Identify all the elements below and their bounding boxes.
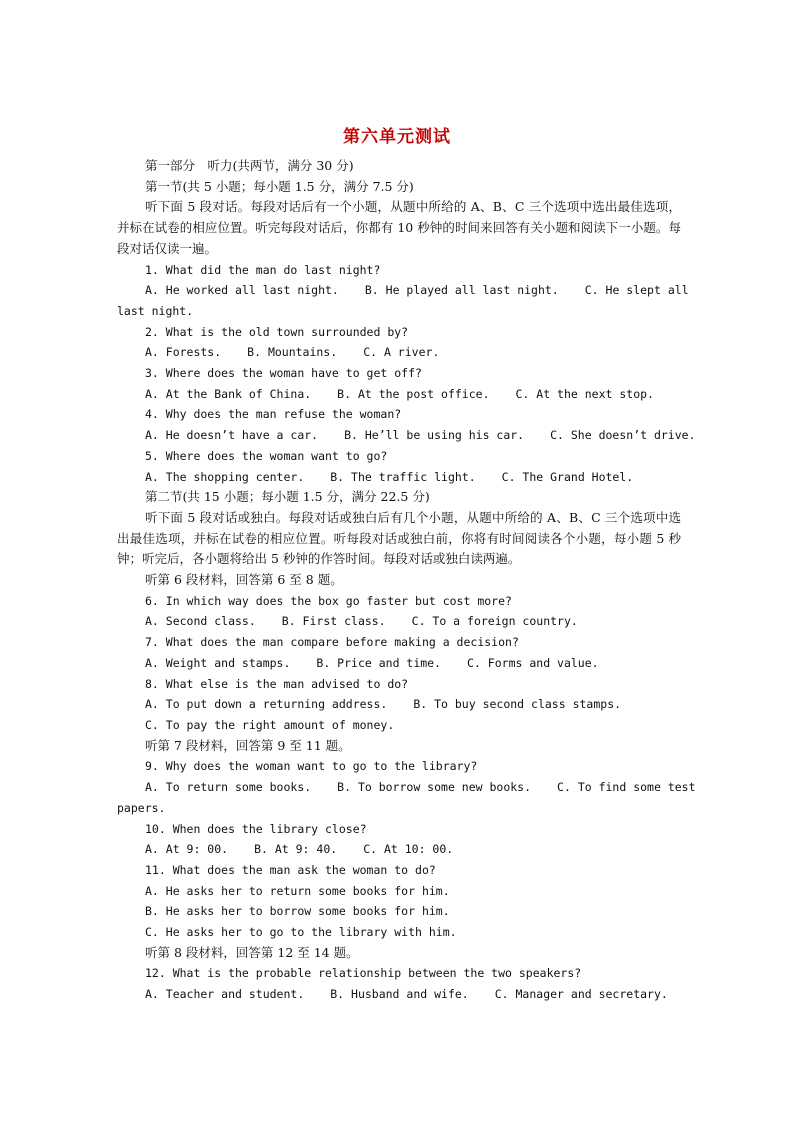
option-b: B. At 9: 40. (254, 842, 338, 857)
material-heading: 听第 7 段材料，回答第 9 至 11 题。 (145, 737, 351, 753)
question-stem: 7. What does the man compare before making a decision? (145, 635, 519, 650)
option-c: C. Forms and value. (467, 655, 599, 670)
option-c: C. At the next stop. (515, 386, 654, 401)
answer-options (117, 839, 681, 860)
material-heading: 听第 6 段材料，回答第 6 至 8 题。 (145, 572, 343, 588)
answer-options (117, 984, 681, 1005)
option-a: A. Teacher and student. (145, 987, 305, 1002)
answer-options (117, 342, 681, 363)
instructions: 听下面 5 段对话。每段对话后有一个小题，从题中所给的 A、B、C 三个选项中选出最佳选项，并标在试卷的相应位置。听完每段对话后，你都有 10 秒钟的时间来回答有关小题和阅读下一小题。每段对话仅读一遍。 (117, 199, 681, 256)
option-continuation: papers. (117, 800, 166, 815)
option-c: C. A river. (363, 345, 440, 360)
option-b: B. At the post office. (337, 386, 490, 401)
section-heading: 第二节(共 15 小题；每小题 1.5 分，满分 22.5 分) (145, 489, 430, 505)
option-c: C. He asks her to go to the library with him. (145, 925, 457, 940)
option-b: B. Mountains. (247, 345, 338, 360)
option-a: A. He asks her to return some books for him. (145, 883, 450, 898)
question-stem: 10. When does the library close? (145, 821, 367, 836)
instructions: 听下面 5 段对话或独白。每段对话或独白后有几个小题，从题中所给的 A、B、C 三个选项中选出最佳选项，并标在试卷的相应位置。听每段对话或独白前，你将有时间阅读各个小题，每小题 5 秒钟；听完后，各小题将给出 5 秒钟的作答时间。每段对话或独白读两遍。 (117, 509, 681, 567)
material-heading: 听第 8 段材料，回答第 12 至 14 题。 (145, 944, 359, 960)
option-c: C. She doesn’t drive. (550, 428, 696, 443)
option-continuation: last night. (117, 303, 194, 318)
question-stem: 3. Where does the woman have to get off? (145, 366, 422, 381)
option-c: C. To find some test (557, 780, 696, 795)
exam-body (117, 156, 696, 1005)
question-stem: 12. What is the probable relationship between the two speakers? (145, 966, 582, 981)
answer-options (117, 280, 689, 301)
page-title: 第六单元测试 (343, 127, 451, 147)
option-b: B. First class. (281, 614, 386, 629)
option-c: C. The Grand Hotel. (501, 469, 634, 484)
option-a: A. The shopping center. (145, 469, 305, 484)
option-c: C. To pay the right amount of money. (145, 717, 395, 732)
option-a: A. At the Bank of China. (145, 386, 312, 401)
option-b: B. To borrow some new books. (337, 780, 532, 795)
option-b: B. Husband and wife. (330, 987, 469, 1002)
option-b: B. To buy second class stamps. (413, 697, 622, 712)
answer-options (117, 653, 681, 674)
option-b: B. He’ll be using his car. (344, 428, 525, 443)
question-stem: 11. What does the man ask the woman to do? (145, 862, 436, 877)
section-heading: 第一节(共 5 小题；每小题 1.5 分，满分 7.5 分) (145, 178, 414, 194)
question-stem: 5. Where does the woman want to go? (145, 448, 388, 463)
question-stem: 4. Why does the man refuse the woman? (145, 407, 402, 422)
question-stem: 2. What is the old town surrounded by? (145, 324, 409, 339)
answer-options (117, 384, 681, 405)
question-stem: 8. What else is the man advised to do? (145, 676, 409, 691)
option-b: B. Price and time. (316, 655, 442, 670)
answer-options (117, 467, 681, 488)
option-b: B. He asks her to borrow some books for him. (145, 904, 450, 919)
answer-options (117, 611, 681, 632)
option-a: A. Second class. (145, 614, 256, 629)
option-a: A. Forests. (145, 345, 222, 360)
option-c: C. At 10: 00. (363, 842, 454, 857)
option-a: A. To return some books. (145, 780, 312, 795)
part-heading: 第一部分 听力(共两节，满分 30 分) (145, 158, 354, 173)
option-a: A. To put down a returning address. (145, 697, 388, 712)
option-c: C. Manager and secretary. (494, 987, 668, 1002)
option-a: A. At 9: 00. (145, 842, 229, 857)
answer-options (117, 694, 681, 715)
option-a: A. He doesn’t have a car. (145, 428, 319, 443)
option-a: A. He worked all last night. (145, 283, 339, 298)
question-stem: 6. In which way does the box go faster but cost more? (145, 593, 512, 608)
option-a: A. Weight and stamps. (145, 655, 291, 670)
question-stem: 9. Why does the woman want to go to the library? (145, 759, 478, 774)
question-stem: 1. What did the man do last night? (145, 262, 381, 277)
option-b: B. The traffic light. (330, 469, 476, 484)
option-c: C. He slept all (584, 283, 689, 298)
answer-options (117, 777, 696, 798)
option-c: C. To a foreign country. (411, 614, 578, 629)
answer-options (117, 425, 696, 446)
option-b: B. He played all last night. (364, 283, 559, 298)
